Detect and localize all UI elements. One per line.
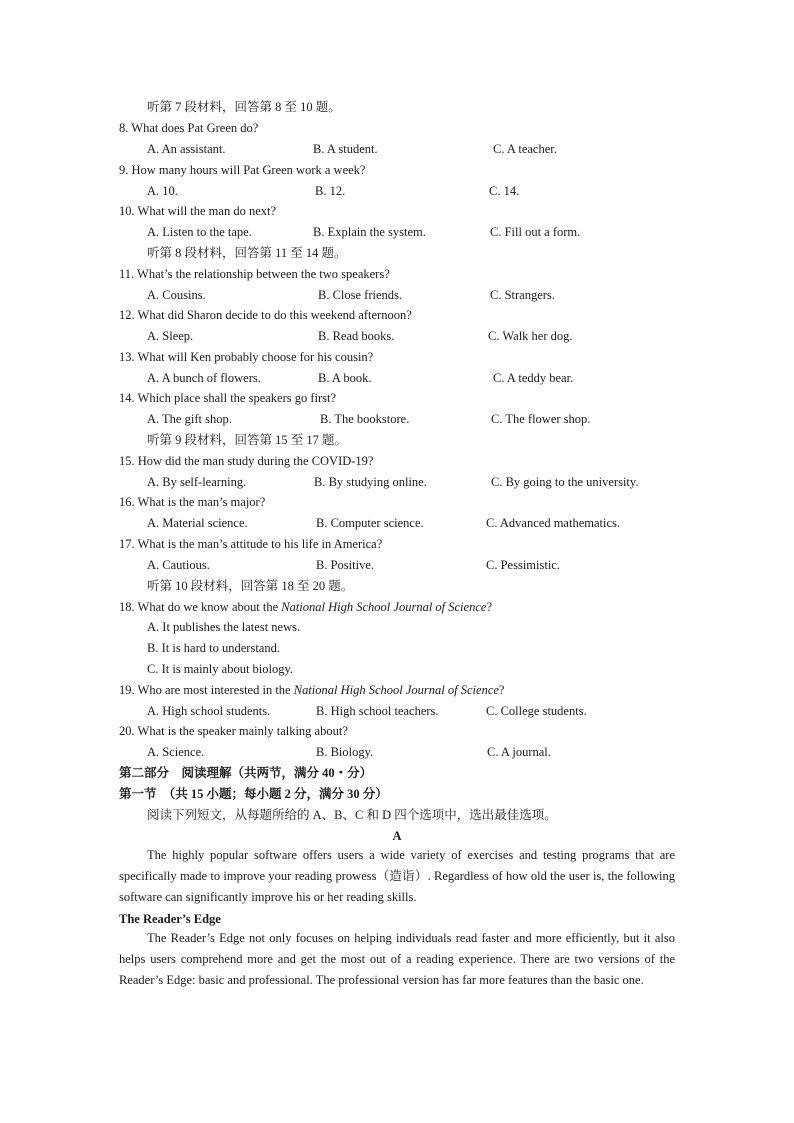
q8-option-b: B. A student.: [313, 142, 378, 156]
passage-heading: The Reader’s Edge: [119, 912, 221, 926]
q17-option-a: A. Cautious.: [147, 558, 210, 572]
q12-option-c: C. Walk her dog.: [488, 329, 573, 343]
passage-paragraph-1: [119, 845, 675, 908]
passage-paragraph-2: [119, 928, 675, 991]
q19-stem-post: ?: [498, 683, 505, 697]
q13-option-b: B. A book.: [318, 371, 372, 385]
group-7-instruction: 听第 7 段材料，回答第 8 至 10 题。: [147, 100, 341, 114]
q16-option-b: B. Computer science.: [316, 516, 424, 530]
paragraph-1-text: The highly popular software offers users a wide variety of exercises and testing programs that are specifically made to improve your reading prowess（造诣）. Regardless of how old the user is, the following software can significantly improve his or her reading skills.: [119, 848, 675, 904]
q8-option-c: C. A teacher.: [493, 142, 557, 156]
question-8: 8. What does Pat Green do?: [119, 121, 259, 135]
q20-option-b: B. Biology.: [316, 745, 374, 759]
q15-option-c: C. By going to the university.: [491, 475, 639, 489]
q17-option-b: B. Positive.: [316, 558, 374, 572]
q14-option-a: A. The gift shop.: [147, 412, 232, 426]
q19-option-b: B. High school teachers.: [316, 704, 439, 718]
q18-option-a: A. It publishes the latest news.: [147, 620, 301, 634]
q12-option-a: A. Sleep.: [147, 329, 194, 343]
question-17: 17. What is the man’s attitude to his life in America?: [119, 537, 383, 551]
q19-journal-title: National High School Journal of Science: [293, 683, 499, 697]
group-8-instruction: 听第 8 段材料，回答第 11 至 14 题。: [147, 246, 347, 260]
q16-option-c: C. Advanced mathematics.: [486, 516, 620, 530]
q19-option-a: A. High school students.: [147, 704, 271, 718]
question-15: 15. How did the man study during the COVID-19?: [119, 454, 374, 468]
part-2-title: 第二部分 阅读理解（共两节，满分 40・分）: [119, 766, 373, 780]
reading-instruction: 阅读下列短文，从每题所给的 A、B、C 和 D 四个选项中，选出最佳选项。: [147, 808, 557, 822]
q14-option-b: B. The bookstore.: [320, 412, 410, 426]
section-1-title: 第一节 （共 15 小题；每小题 2 分，满分 30 分）: [119, 787, 388, 801]
paragraph-2-text: The Reader’s Edge not only focuses on helping individuals read faster and more efficiently, but it also helps users comprehend more and get the most out of a reading experience. There are two versions of the Reader’s Edge: basic and professional. The professional version has far more features than the basic one.: [119, 931, 675, 987]
question-9: 9. How many hours will Pat Green work a week?: [119, 163, 366, 177]
question-14: 14. Which place shall the speakers go first?: [119, 391, 337, 405]
q18-option-b: B. It is hard to understand.: [147, 641, 280, 655]
group-9-instruction: 听第 9 段材料，回答第 15 至 17 题。: [147, 433, 348, 447]
q20-option-a: A. Science.: [147, 745, 205, 759]
q9-option-a: A. 10.: [147, 184, 178, 198]
question-13: 13. What will Ken probably choose for his cousin?: [119, 350, 374, 364]
q15-option-a: A. By self-learning.: [147, 475, 247, 489]
q11-option-b: B. Close friends.: [318, 288, 403, 302]
q18-stem-pre: 18. What do we know about the: [119, 600, 282, 614]
q8-option-a: A. An assistant.: [147, 142, 226, 156]
question-12: 12. What did Sharon decide to do this weekend afternoon?: [119, 308, 412, 322]
question-10: 10. What will the man do next?: [119, 204, 277, 218]
q11-option-c: C. Strangers.: [490, 288, 555, 302]
q14-option-c: C. The flower shop.: [491, 412, 591, 426]
q10-option-c: C. Fill out a form.: [490, 225, 581, 239]
q9-option-b: B. 12.: [315, 184, 346, 198]
q10-option-b: B. Explain the system.: [313, 225, 426, 239]
question-18: [119, 599, 492, 615]
q12-option-b: B. Read books.: [318, 329, 395, 343]
question-20: 20. What is the speaker mainly talking about?: [119, 724, 348, 738]
question-19: [119, 682, 504, 698]
question-16: 16. What is the man’s major?: [119, 495, 266, 509]
q11-option-a: A. Cousins.: [147, 288, 206, 302]
q18-journal-title: National High School Journal of Science: [281, 600, 487, 614]
q17-option-c: C. Pessimistic.: [486, 558, 560, 572]
q19-stem-pre: 19. Who are most interested in the: [119, 683, 294, 697]
group-10-instruction: 听第 10 段材料，回答第 18 至 20 题。: [147, 579, 354, 593]
q10-option-a: A. Listen to the tape.: [147, 225, 252, 239]
q20-option-c: C. A journal.: [487, 745, 551, 759]
q13-option-a: A. A bunch of flowers.: [147, 371, 261, 385]
q13-option-c: C. A teddy bear.: [493, 371, 574, 385]
q19-option-c: C. College students.: [486, 704, 587, 718]
question-11: 11. What’s the relationship between the two speakers?: [119, 267, 390, 281]
q15-option-b: B. By studying online.: [314, 475, 427, 489]
q18-stem-post: ?: [486, 600, 492, 614]
q16-option-a: A. Material science.: [147, 516, 248, 530]
passage-label: A: [392, 829, 402, 843]
q9-option-c: C. 14.: [489, 184, 520, 198]
q18-option-c: C. It is mainly about biology.: [147, 662, 294, 676]
